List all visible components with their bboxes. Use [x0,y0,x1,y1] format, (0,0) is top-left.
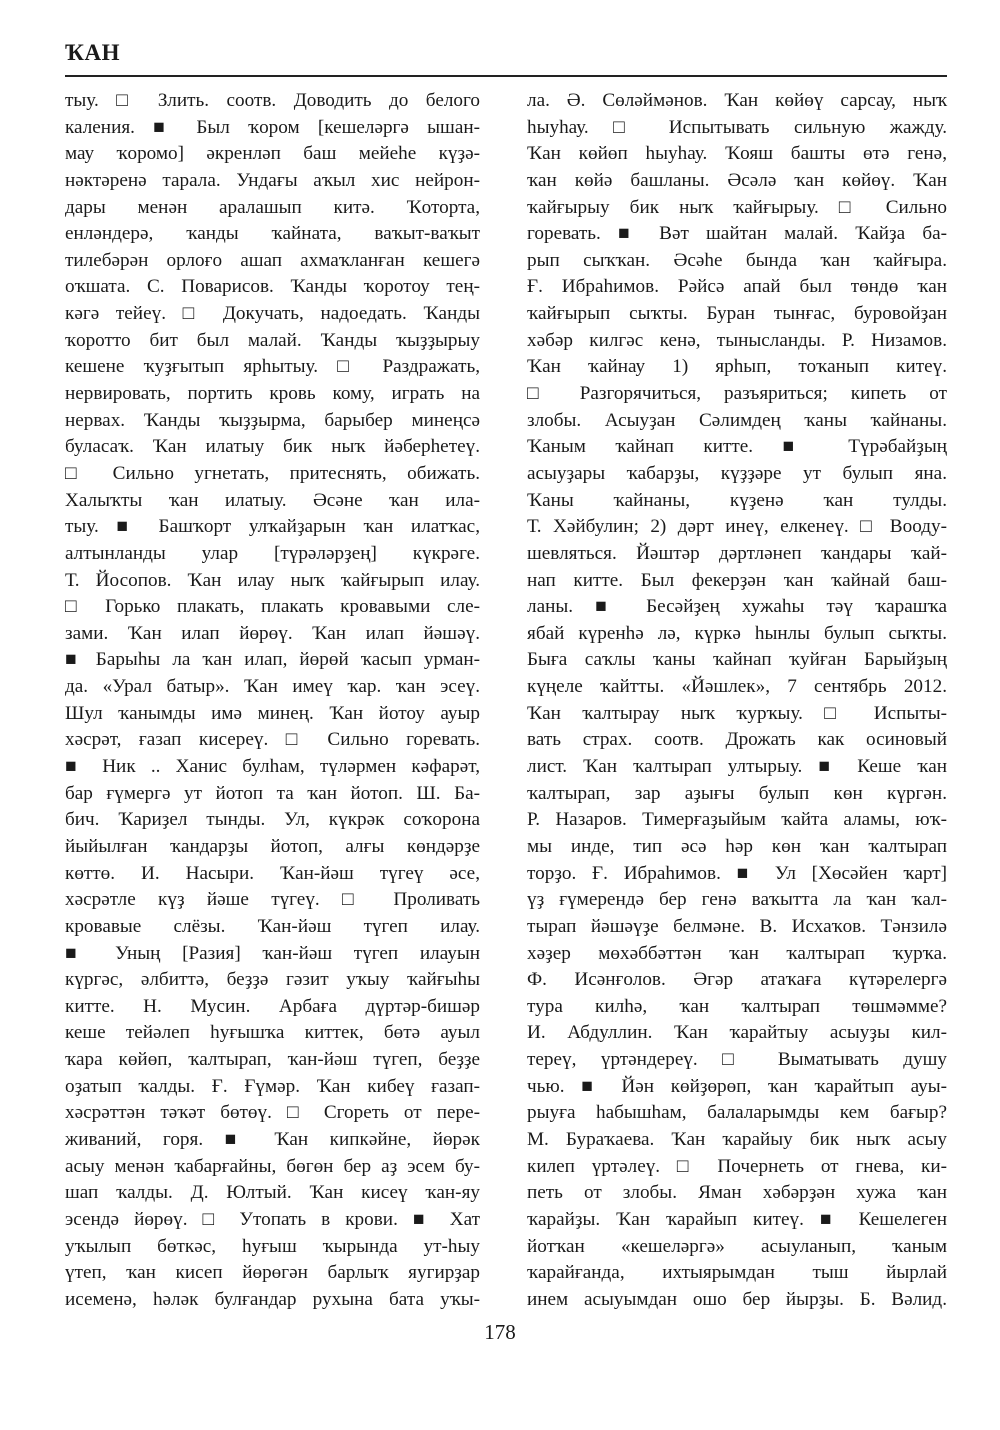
text-line: ■ Уның [Разия] ҡан-йәш түгеп илауын [65,942,480,964]
text-line: нервах. Ҡанды ҡыҙҙырма, барыбер минеңсә [65,409,480,431]
text-line: ҡан көйә башланы. Әсәлә ҡан көйөү. Ҡан [527,169,947,191]
text-line: Ҡан көйөп һыуһау. Ҡояш башты өтә генә, [527,143,947,165]
text-line: оҙатып ҡалды. Ғ. Ғүмәр. Ҡан кибеү ғазап- [65,1075,480,1097]
text-line: торҙо. Ғ. Ибраһимов. ■ Ул [Хөсәйен ҡарт] [527,862,947,884]
text-line: да. «Урал батыр». Ҡан имеү ҡар. ҡан эсеү. [65,676,480,698]
text-line: ҡарайғанда, ихтыярымдан тыш йырлай [527,1262,947,1284]
text-line: Быға саҡлы ҡаны ҡайнап ҡуйған Барыйҙың [527,649,947,671]
text-line: кешене ҡуҙғытып ярһытыу. □ Раздражать, [65,356,480,378]
left-column [65,88,480,1313]
text-line: асыуҙары ҡабарҙы, күҙҙәре ут булып яна. [527,462,947,484]
text-line: живаний, горя. ■ Ҡан кипкәйне, йөрәк [65,1128,480,1150]
text-line: күргәс, әлбиттә, беҙҙә гәзит уҡыу ҡайғыһы [65,969,480,991]
text-line: ■ Ник .. Ханис булһам, түләрмен кәфарәт, [65,756,480,778]
text-line: асыу менән ҡабарғайны, бөгөн бер аҙ эсем бу- [65,1155,480,1177]
text-line: китте. Н. Мусин. Арбаға дүртәр-бишәр [65,995,480,1017]
text-line: инем асыуымдан ошо бер йырҙы. Б. Вәлид. [527,1288,947,1310]
text-line: исеменә, һәләк булғандар рухына бата уҡы- [65,1288,480,1310]
text-line: шап ҡалды. Д. Юлтый. Ҡан кисеү ҡан-яу [65,1182,480,1204]
text-line: злобы. Асыуҙан Сәлимдең ҡаны ҡайнаны. [527,409,947,431]
text-line: □ Разгорячиться, разъяриться; кипеть от [527,383,947,405]
text-line: рып сыҡҡан. Әсәһе бында ҡан ҡайғыра. [527,249,947,271]
text-line: Шул ҡанымды имә минең. Ҡан йотоу ауыр [65,702,480,724]
text-line: көттө. И. Насыри. Ҡан-йәш түгеү әсе, [65,862,480,884]
text-line: ■ Барыһы ла ҡан илап, йөрөй ҡасып урман- [65,649,480,671]
text-line: килеп үртәлеү. □ Почернеть от гнева, ки- [527,1155,947,1177]
text-line: тура килһә, ҡан ҡалтырап төшмәмме? [527,995,947,1017]
text-line: ла. Ә. Сөләймәнов. Ҡан көйөү сарсау, ныҡ [527,90,947,111]
text-line: Халыҡты ҡан илатыу. Әсәне ҡан ила- [65,489,480,511]
text-line: ҡоротто бит был малай. Ҡанды ҡыҙҙырыу [65,329,480,351]
text-line: каления. ■ Был ҡором [кешеләргә ышан- [65,116,480,138]
text-line: күңеле ҡайтты. «Йәшлек», 7 сентябрь 2012. [527,676,947,698]
text-line: дары менән аралашып китә. Ҡоторта, [65,196,480,218]
text-line: Ҡан ҡайнау 1) ярһып, тоҡанып китеү. [527,356,947,378]
text-line: бич. Ҡариҙел тынды. Ул, күкрәк соҡорона [65,809,480,831]
text-line: бар ғүмергә ут йотоп та ҡан йотоп. Ш. Ба- [65,782,480,804]
text-line: Ҡаным ҡайнап китте. ■ Түрәбайҙың [527,436,947,458]
text-line: хәбәр килгәс кенә, тынысланды. Р. Низамов. [527,329,947,351]
text-line: ҡалтырап, зар аҙығы булып көн күргән. [527,782,947,804]
running-head: ҠАН [65,40,121,65]
right-column [527,88,947,1313]
text-line: үтеп, ҡан кисеп йөрөгән барлыҡ яугирҙар [65,1262,480,1284]
text-line: тереү, үртәндереү. □ Выматывать душу [527,1049,947,1071]
text-line: И. Абдуллин. Ҡан ҡарайтыу асыуҙы кил- [527,1022,947,1044]
text-line: хәҙер мөхәббәттән ҡан ҡалтырап ҡурҡа. [527,942,947,964]
text-line: □ Сильно угнетать, притеснять, обижать. [65,462,480,484]
text-line: Ҡан ҡалтырау ныҡ ҡурҡыу. □ Испыты- [527,702,947,724]
text-line: енләндерә, ҡанды ҡайната, ваҡыт-ваҡыт [65,223,480,245]
text-line: Р. Назаров. Тимерғаҙыйым ҡайта аламы, юҡ- [527,809,947,831]
text-line: петь от злобы. Яман хәбәрҙән хужа ҡан [527,1182,947,1204]
text-line: □ Горько плакать, плакать кровавыми сле- [65,596,480,618]
text-line: ябай күренһә лә, күркә һынлы булып сыҡты. [527,622,947,644]
text-line: Ф. Исәнғолов. Әгәр атаҡаға күтәрелергә [527,969,947,991]
text-line: кәгә тейеү. □ Докучать, надоедать. Ҡанды [65,303,480,325]
text-line: шевляться. Йәштәр дәртләнеп ҡандары ҡай- [527,542,947,564]
text-line: тилебәрән орлоғо ашап ахмаҡланған кешегә [65,249,480,271]
text-line: нәктәренә тарала. Ундағы аҡыл хис нейрон- [65,169,480,191]
text-line: хәсрәт, ғазап кисереү. □ Сильно горевать. [65,729,480,751]
text-line: ҡайғырып сыҡты. Буран тынғас, буровойҙан [527,303,947,325]
text-line: эсендә йөрөү. □ Утопать в крови. ■ Хат [65,1208,480,1230]
text-line: нап китте. Был фекерҙән ҡан ҡайнай баш- [527,569,947,591]
text-line: йотҡан «кешеләргә» асыуланып, ҡаным [527,1235,947,1257]
text-line: Т. Йосопов. Ҡан илау ныҡ ҡайғырып илау. [65,569,480,591]
text-line: кровавые слёзы. Ҡан-йәш түгеп илау. [65,915,480,937]
text-line: кеше тейәлеп һуғышҡа киттек, бөтә ауыл [65,1022,480,1044]
text-line: йыйылған ҡандарҙы йотоп, алғы көндәрҙе [65,835,480,857]
text-line: Т. Хәйбулин; 2) дәрт инеү, елкенеү. □ Вооду- [527,516,947,538]
text-line: һыуһау. □ Испытывать сильную жажду. [527,116,947,138]
text-line: ҡайғырыу бик ныҡ ҡайғырыу. □ Сильно [527,196,947,218]
text-line: вать страх. соотв. Дрожать как осиновый [527,729,947,751]
text-line: зами. Ҡан илап йөрөү. Ҡан илап йәшәү. [65,622,480,644]
text-line: тыу. ■ Башҡорт улҡайҙарын ҡан илатҡас, [65,516,480,538]
text-line: мау ҡоромо] әкренләп баш мейеһе күҙә- [65,143,480,165]
text-line: ҡарайҙы. Ҡан ҡарайып китеү. ■ Кешелеген [527,1208,947,1230]
text-line: горевать. ■ Вәт шайтан малай. Ҡайҙа ба- [527,223,947,245]
text-line: тырап йәшәүҙе белмәне. В. Исхаҡов. Тәнзилә [527,915,947,937]
text-line: хәсрәтле күҙ йәше түгеү. □ Проливать [65,889,480,911]
page-number: 178 [484,1320,516,1344]
text-line: ланы. ■ Бесәйҙең хужаһы тәү ҡарашҡа [527,596,947,618]
text-line: чью. ■ Йән көйҙөрөп, ҡан ҡарайтып ауы- [527,1075,947,1097]
text-line: М. Бураҡаева. Ҡан ҡарайыу бик ныҡ асыу [527,1128,947,1150]
header-rule [65,75,947,77]
text-line: ҡара көйөп, ҡалтырап, ҡан-йәш түгеп, беҙҙе [65,1049,480,1071]
text-line: уҡылып бөткәс, һуғыш ҡырында ут-һыу [65,1235,480,1257]
text-line: Ҡаны ҡайнаны, күҙенә ҡан тулды. [527,489,947,511]
text-line: рыуға һабышһам, балаларымды кем бағыр? [527,1102,947,1124]
text-line: хәсрәттән тәҡәт бөтөү. □ Сгореть от пере- [65,1102,480,1124]
text-line: тыу. □ Злить. соотв. Доводить до белого [65,90,480,111]
text-line: алтынланды улар [түрәләрҙең] күкрәге. [65,542,480,564]
text-line: буласаҡ. Ҡан илатыу бик ныҡ йәберһетеү. [65,436,480,458]
text-line: лист. Ҡан ҡалтырап ултырыу. ■ Кеше ҡан [527,756,947,778]
text-line: Ғ. Ибраһимов. Рәйсә апай был төндө ҡан [527,276,947,298]
text-line: мы инде, тип әсә һәр көн ҡан ҡалтырап [527,835,947,857]
text-line: оҡшата. С. Поварисов. Ҡанды ҡоротоу тең- [65,276,480,298]
text-line: үҙ ғүмерендә бер генә ваҡытта ла ҡан ҡал- [527,889,947,911]
text-line: нервировать, портить кровь кому, играть на [65,383,480,405]
